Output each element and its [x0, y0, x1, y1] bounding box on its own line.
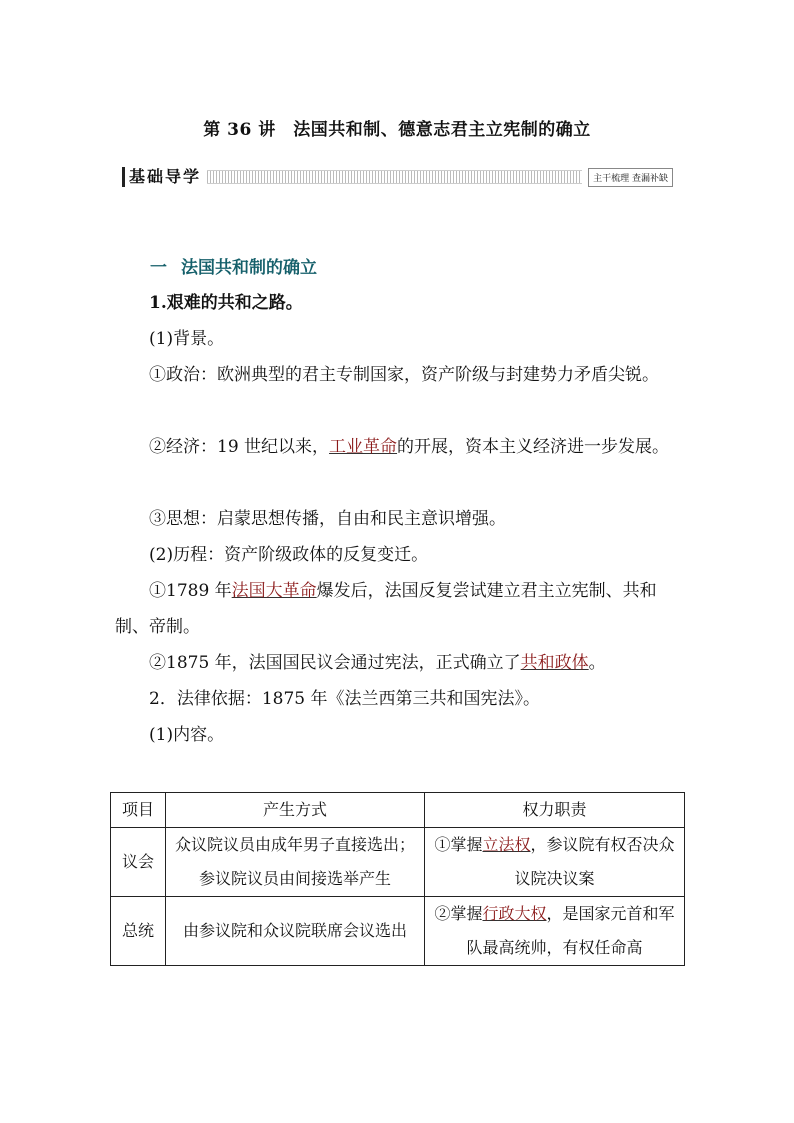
p8-text-b: 。 [588, 653, 606, 673]
p7-text-a: ①1789 年 [149, 581, 232, 601]
page-title: 第 36 讲 法国共和制、德意志君主立宪制的确立 [203, 120, 591, 140]
section-title: 法国共和制的确立 [181, 258, 317, 278]
table-header: 产生方式 [166, 793, 425, 828]
paragraph-3: ①政治：欧洲典型的君主专制国家，资产阶级与封建势力矛盾尖锐。 [149, 365, 659, 385]
table-cell-item: 总统 [111, 897, 166, 966]
p7-text-b: 爆发后，法国反复尝试建立君主立宪制、共和制、帝制。 [115, 581, 657, 637]
table-cell-method: 众议院议员由成年男子直接选出；参议院议员由间接选举产生 [166, 828, 425, 897]
banner-label: 基础导学 [122, 167, 207, 187]
banner-right-label: 主干梳理 查漏补缺 [588, 168, 673, 187]
power-text-b: ，是国家元首和军队最高统帅，有权任命高 [466, 904, 675, 957]
p8-text-a: ②1875 年，法国国民议会通过宪法，正式确立了 [149, 653, 521, 673]
paragraph-6: (2)历程：资产阶级政体的反复变迁。 [149, 545, 429, 565]
table-header: 项目 [111, 793, 166, 828]
power-text-a: ②掌握 [434, 904, 483, 923]
power-answer: 行政大权 [482, 904, 547, 923]
power-text-b: ，参议院有权否决众议院决议案 [514, 835, 675, 888]
power-answer: 立法权 [482, 835, 531, 854]
paragraph-8 [115, 645, 685, 681]
section-number: 一 [150, 258, 167, 278]
p4-text-a: ②经济：19 世纪以来， [149, 437, 330, 457]
table-cell-item: 议会 [111, 828, 166, 897]
paragraph-7 [115, 573, 685, 645]
section-banner [122, 167, 673, 187]
table-cell-power [425, 897, 685, 966]
constitution-table [110, 792, 685, 966]
paragraph-10: (1)内容。 [149, 725, 225, 745]
paragraph-2: (1)背景。 [149, 329, 225, 349]
power-text-a: ①掌握 [434, 835, 483, 854]
p7-answer: 法国大革命 [231, 581, 317, 601]
table-cell-power [425, 828, 685, 897]
table-row [111, 897, 685, 966]
p4-answer: 工业革命 [329, 437, 398, 457]
p4-text-b: 的开展，资本主义经济进一步发展。 [397, 437, 670, 457]
table-header: 权力职责 [425, 793, 685, 828]
paragraph-9: 2．法律依据：1875 年《法兰西第三共和国宪法》。 [149, 689, 540, 709]
table-row [111, 828, 685, 897]
table-header-row [111, 793, 685, 828]
section-heading [150, 253, 317, 278]
paragraph-1: 1.艰难的共和之路。 [149, 293, 303, 313]
paragraph-5: ③思想：启蒙思想传播，自由和民主意识增强。 [149, 509, 506, 529]
paragraph-4 [115, 429, 685, 465]
banner-strip [207, 170, 582, 184]
table-cell-method: 由参议院和众议院联席会议选出 [166, 897, 425, 966]
p8-answer: 共和政体 [520, 653, 589, 673]
